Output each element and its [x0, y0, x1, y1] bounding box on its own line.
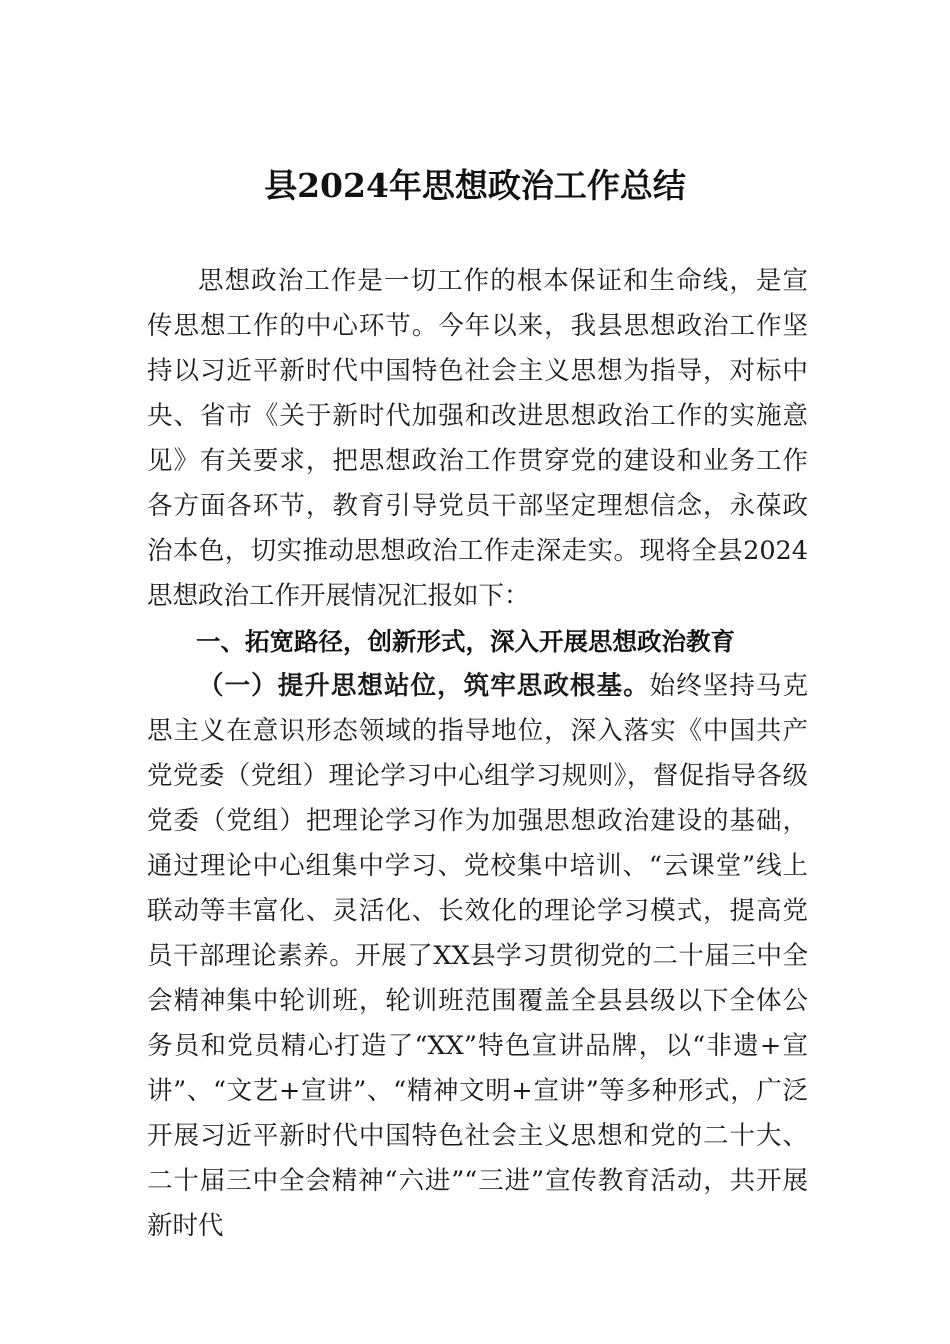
- intro-paragraph: 思想政治工作是一切工作的根本保证和生命线，是宣传思想工作的中心环节。今年以来，我县思想政治工作坚持以习近平新时代中国特色社会主义思想为指导，对标中央、省市《关于新时代加强和改进思想政治工作的实施意见》有关要求，把思想政治工作贯穿党的建设和业务工作各方面各环节，教育引导党员干部坚定理想信念，永葆政治本色，切实推动思想政治工作走深走实。现将全县2024思想政治工作开展情况汇报如下：: [147, 266, 808, 611]
- document-body: [147, 259, 808, 1249]
- item-1-text: 始终坚持马克思主义在意识形态领域的指导地位，深入落实《中国共产党党委（党组）理论学习中心组学习规则》，督促指导各级党委（党组）把理论学习作为加强思想政治建设的基础，通过理论中心组集中学习、党校集中培训、“云课堂”线上联动等丰富化、灵活化、长效化的理论学习模式，提高党员干部理论素养。开展了XX县学习贯彻党的二十届三中全会精神集中轮训班，轮训班范围覆盖全县县级以下全体公务员和党员精心打造了“XX”特色宣讲品牌，以“非遗+宣讲”、“文艺+宣讲”、“精神文明+宣讲”等多种形式，广泛开展习近平新时代中国特色社会主义思想和党的二十大、二十届三中全会精神“六进”“三进”宣传教育活动，共开展新时代: [147, 671, 808, 1241]
- document-title: 县2024年思想政治工作总结: [264, 166, 686, 205]
- item-1-subheading: （一）提升思想站位，筑牢思政根基。: [198, 671, 650, 701]
- section-heading-1: 一、拓宽路径，创新形式，深入开展思想政治教育: [196, 627, 735, 656]
- section-1-item-1: [147, 664, 808, 1249]
